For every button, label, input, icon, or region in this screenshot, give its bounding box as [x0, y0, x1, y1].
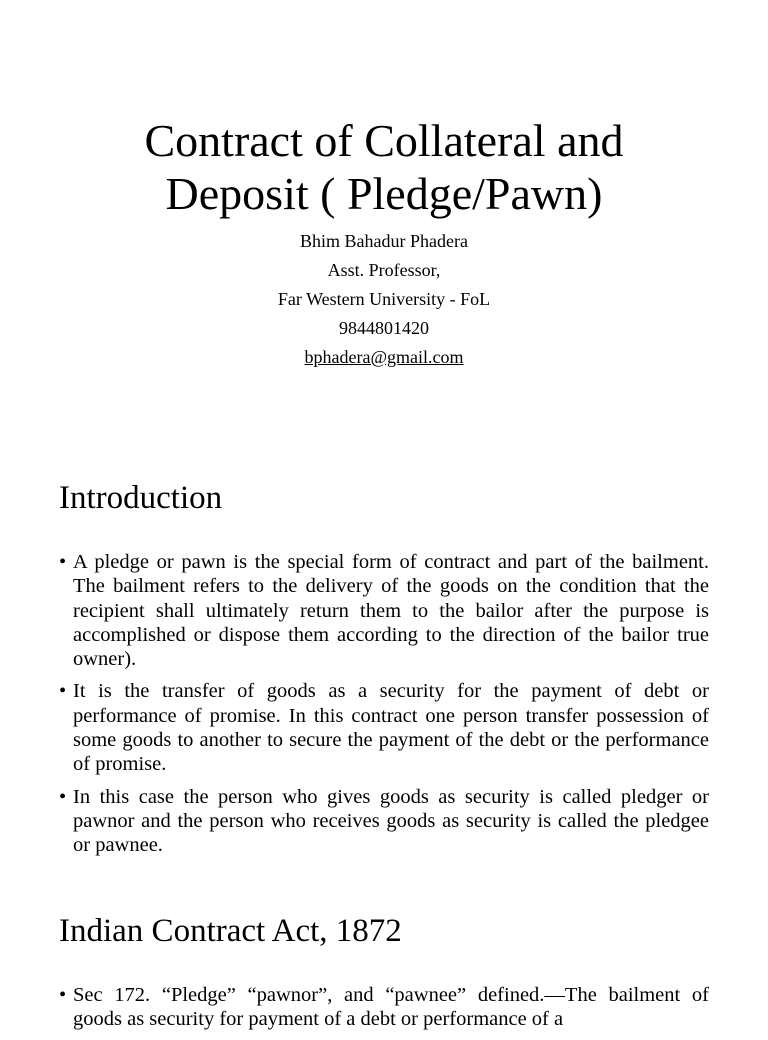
author-institution: Far Western University - FoL	[277, 289, 491, 309]
bullet-text: It is the transfer of goods as a security for the payment of debt or performance of promise. In this contract one person transfer possession of some goods to another to secure the payment of the debt or the performance of promise.	[73, 680, 709, 776]
bullet-icon: •	[59, 984, 67, 1006]
bullet-icon: •	[59, 785, 67, 808]
author-name: Bhim Bahadur Phadera	[300, 231, 468, 251]
indian-contract-act-heading: Indian Contract Act, 1872	[59, 913, 402, 949]
author-info	[0, 227, 768, 372]
bullet-item	[59, 550, 709, 671]
bullet-item	[59, 679, 709, 776]
title-line-2: Deposit ( Pledge/Pawn)	[165, 168, 603, 219]
bullet-text: Sec 172. “Pledge” “pawnor”, and “pawnee” defined.—The bailment of goods as security for payment of a debt or performance of a	[73, 984, 709, 1031]
author-email-link[interactable]: bphadera@gmail.com	[304, 347, 464, 367]
introduction-bullet-list	[59, 550, 709, 866]
title-line-1: Contract of Collateral and	[144, 115, 624, 166]
bullet-text: A pledge or pawn is the special form of contract and part of the bailment. The bailment refers to the delivery of the goods on the condition that the recipient shall ultimately return them to the bailor after the purpose is accomplished or dispose them according to the direction of the bailor true owner).	[73, 551, 709, 671]
author-phone: 9844801420	[339, 318, 429, 338]
bullet-item	[59, 785, 709, 858]
bullet-icon: •	[59, 551, 67, 573]
bullet-icon: •	[59, 680, 67, 703]
bullet-item	[59, 983, 709, 1032]
introduction-heading: Introduction	[59, 480, 223, 516]
title-slide	[0, 0, 768, 440]
presentation-title	[0, 114, 768, 220]
author-position: Asst. Professor,	[327, 260, 441, 280]
bullet-text: In this case the person who gives goods as security is called pledger or pawnor and the person who receives goods as security is called the pledgee or pawnee.	[73, 785, 709, 857]
indian-contract-act-bullet-list	[59, 983, 709, 1040]
